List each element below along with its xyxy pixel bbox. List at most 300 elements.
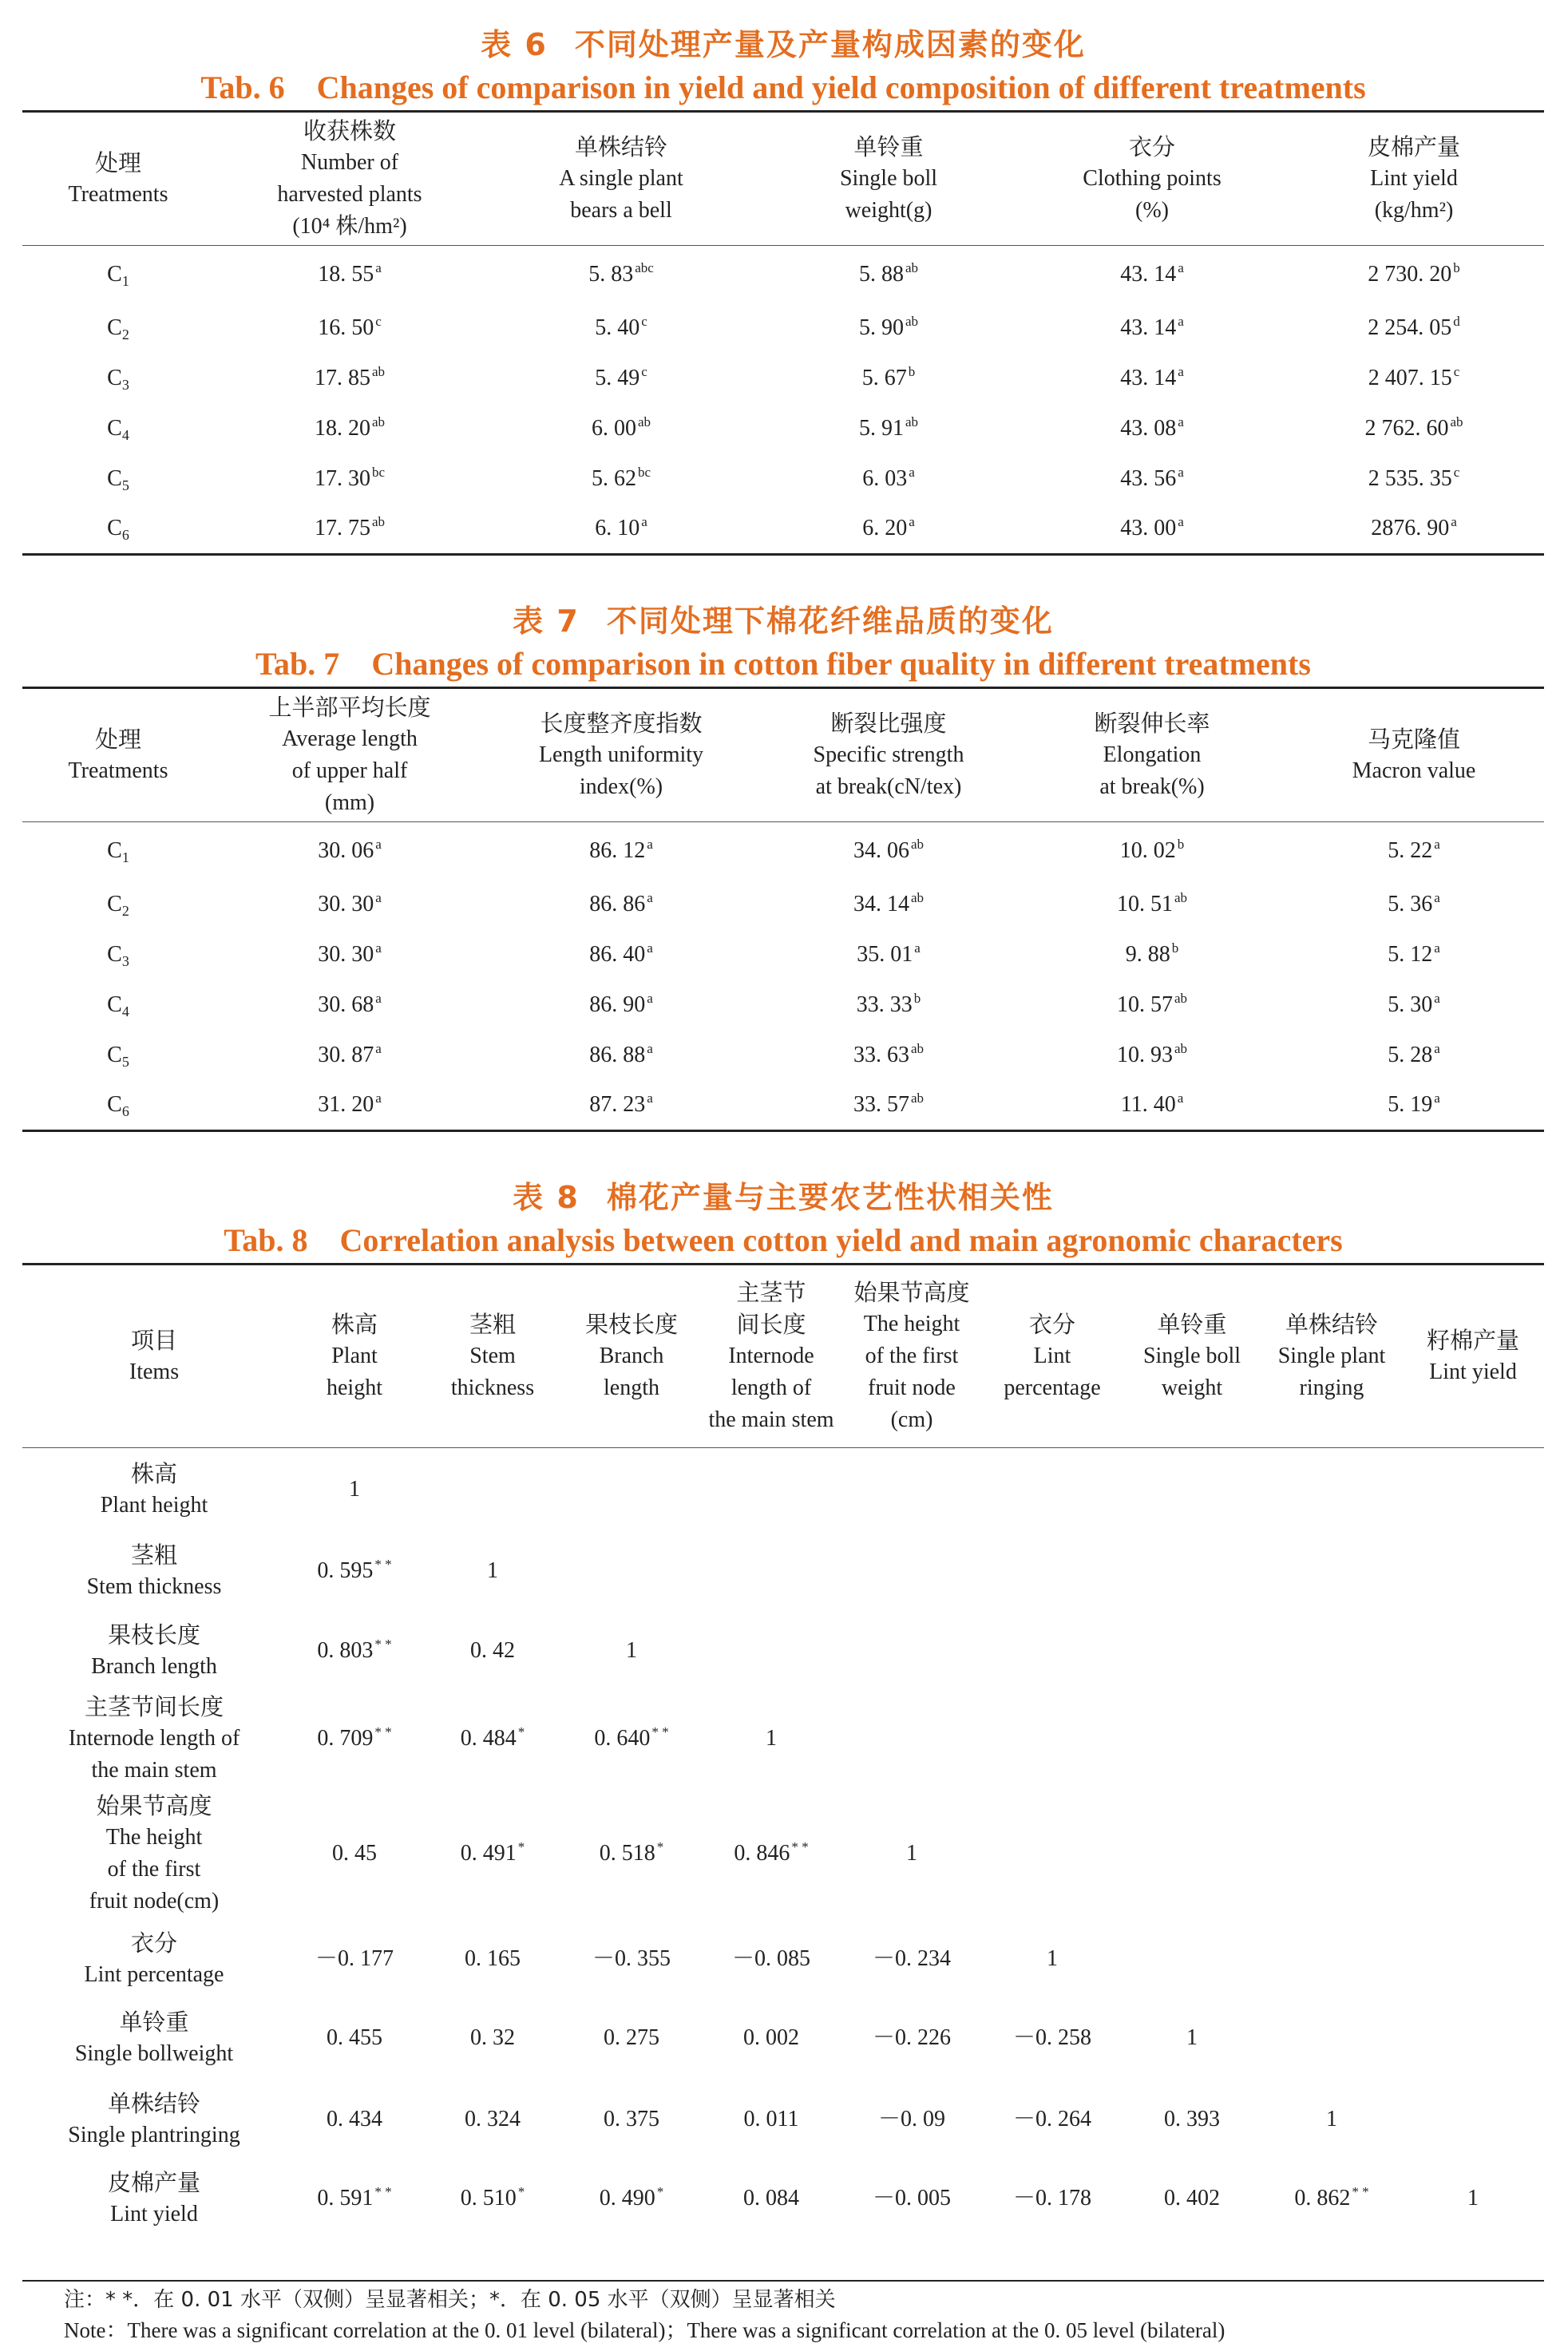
table6-row-label-sub: 2 (121, 327, 129, 342)
table8-cell-value: 1 (906, 1840, 917, 1866)
table7-row-label (22, 880, 214, 930)
table6-row-label (22, 354, 214, 404)
table8-empty-cell (1402, 1691, 1544, 1787)
table8-cell-value: 0. 275 (604, 2024, 659, 2050)
table6-row-label (22, 404, 214, 454)
table6-significance-mark: d (1453, 314, 1460, 329)
table8-row-label-en: Single plantringing (68, 2122, 240, 2147)
table6-cell (485, 404, 757, 454)
table8-header-en: Items (129, 1360, 180, 1384)
table6-row-label-sub: 3 (121, 377, 129, 393)
table8-cell-value: －0. 09 (877, 2106, 945, 2131)
table8-row-label-en: fruit node(cm) (89, 1888, 220, 1914)
table7 (22, 687, 1544, 1132)
table8-cell-value: 0. 42 (470, 1637, 515, 1663)
table7-cell-value: 30. 68 (318, 992, 374, 1017)
table6-cell (1020, 246, 1284, 303)
table7-significance-mark: a (1434, 890, 1440, 905)
table7-cell (757, 1081, 1020, 1131)
table6-header-cn: 皮棉产量 (1367, 133, 1460, 160)
table8-caption-cn-number: 表 8 (513, 1180, 580, 1215)
table8-caption-en-number: Tab. 8 (224, 1222, 308, 1258)
table7-cell-value: 30. 30 (318, 892, 374, 916)
table6-significance-mark: bc (371, 465, 386, 480)
table7-cell-value: 86. 88 (589, 1043, 646, 1067)
table8-row (22, 1531, 1544, 1611)
table7-cell-value: 5. 12 (1388, 942, 1433, 967)
table7-cell-value: 11. 40 (1120, 1092, 1176, 1118)
table6-header-en: weight(g) (845, 198, 932, 223)
table8-cell-value: 0. 084 (743, 2185, 799, 2210)
table7-significance-mark: ab (910, 836, 925, 852)
table6-significance-mark: ab (637, 414, 651, 429)
table7-significance-mark: a (647, 836, 653, 852)
table8-header-en: Branch (599, 1344, 664, 1368)
table6-block (22, 24, 1544, 556)
table6-significance-mark: a (1178, 465, 1184, 480)
table6-cell (757, 505, 1020, 555)
table6-cell-value: 5. 40 (595, 315, 640, 340)
table7-significance-mark: a (1434, 940, 1440, 956)
table7-row-label-sub: 4 (121, 1003, 129, 1019)
table8-header-9 (1402, 1265, 1544, 1448)
table7-cell (757, 1031, 1020, 1081)
table8-cell-value: －0. 234 (872, 1945, 951, 1971)
table8-cell (1261, 2079, 1402, 2160)
table8-empty-cell (982, 1787, 1123, 1921)
table7-block (22, 600, 1544, 1132)
table6-cell (1020, 354, 1284, 404)
table6-row-label-text: C (107, 466, 122, 491)
table7-row (22, 822, 1544, 880)
table6-significance-mark: a (1451, 514, 1457, 530)
table8-cell-value: －0. 226 (872, 2024, 951, 2050)
table8-cell (701, 2160, 841, 2237)
table8-cell (1123, 2160, 1261, 2237)
table8-cell-value: 0. 45 (332, 1840, 377, 1866)
table8-cell (423, 1611, 562, 1691)
table6-header-en: Single boll (839, 166, 938, 191)
table8-empty-cell (841, 1448, 982, 1531)
table8-header-en: (cm) (890, 1407, 933, 1432)
table8-cell (841, 1997, 982, 2079)
table8-header-en: Plant (331, 1344, 378, 1368)
table6-significance-mark: a (1178, 314, 1184, 329)
table7-significance-mark: b (1171, 940, 1179, 956)
table7-row-label-sub: 5 (121, 1054, 129, 1070)
table6-cell-value: 6. 00 (591, 416, 636, 441)
table8-cell (701, 1997, 841, 2079)
table8-header-2 (423, 1265, 562, 1448)
table6-row-label-sub: 1 (121, 272, 129, 289)
table6-cell (757, 246, 1020, 303)
table8-row-label-en: The height (105, 1824, 203, 1850)
table8-cell-value: 0. 595 (317, 1557, 374, 1583)
table8-cell (1123, 2079, 1261, 2160)
table6-cell-value: 17. 85 (314, 366, 370, 390)
table6-significance-mark: a (1178, 414, 1184, 429)
table8-row-label-en: Branch length (91, 1653, 217, 1679)
table6-cell (214, 505, 485, 555)
table8-cell-value: 0. 434 (327, 2106, 382, 2131)
table6-cell-value: 18. 55 (318, 261, 374, 287)
table7-cell-value: 30. 06 (318, 837, 374, 863)
table6-header-en: A single plant (559, 166, 683, 191)
table8-row-label-cn: 株高 (130, 1459, 177, 1487)
table8-header-en: thickness (450, 1375, 535, 1400)
table8-cell (841, 2079, 982, 2160)
table8-header-cn: 间长度 (736, 1311, 806, 1338)
table8-cell-value: 0. 591 (317, 2185, 374, 2210)
table7-cell (1284, 1031, 1544, 1081)
table8-cell-value: 0. 491 (460, 1840, 517, 1866)
table7-significance-mark: a (647, 1041, 653, 1056)
table8-cell-value: 0. 002 (743, 2024, 799, 2050)
table6-significance-mark: ab (905, 314, 919, 329)
table8-cell (562, 1921, 701, 1997)
table8-header-cn: 始果节高度 (853, 1279, 970, 1306)
table8-cell-value: 0. 165 (465, 1945, 521, 1971)
table8-caption-en (22, 1218, 1544, 1263)
table6-row-label-sub: 6 (121, 527, 129, 544)
table7-cell-value: 5. 22 (1388, 837, 1433, 863)
table6-cell (485, 303, 757, 354)
table8-cell-value: 1 (1326, 2106, 1337, 2131)
table7-significance-mark: ab (910, 890, 925, 905)
table6-cell (214, 246, 485, 303)
table8-significance-mark: * (517, 1838, 525, 1854)
table7-row-label-text: C (107, 942, 122, 967)
table7-row-label-sub: 6 (121, 1103, 129, 1120)
table8-empty-cell (701, 1448, 841, 1531)
table8-header-3 (562, 1265, 701, 1448)
table8-row (22, 1921, 1544, 1997)
table8-cell-value: 0. 011 (743, 2106, 799, 2131)
table7-row (22, 880, 1544, 930)
table6-cell-value: 5. 62 (591, 466, 636, 491)
table6-cell (485, 354, 757, 404)
table6-cell (757, 303, 1020, 354)
table8-cell (701, 1921, 841, 1997)
table8-cell-value: 1 (1047, 1945, 1058, 1971)
table6-header-3 (757, 112, 1020, 246)
table8-cell (701, 1691, 841, 1787)
table6-cell-value: 6. 20 (862, 516, 908, 541)
table7-header-cn: 上半部平均长度 (268, 694, 431, 721)
table8-header-cn: 茎粗 (469, 1311, 516, 1338)
table6-header-5 (1284, 112, 1544, 246)
table8-header-8 (1261, 1265, 1402, 1448)
table6-cell (1284, 454, 1544, 505)
table7-row (22, 1031, 1544, 1081)
table8-empty-cell (1123, 1691, 1261, 1787)
table7-header-cn: 马克隆值 (1367, 726, 1460, 753)
table7-row (22, 930, 1544, 980)
table7-cell-value: 31. 20 (318, 1092, 374, 1118)
table6-header-en: Treatments (68, 182, 168, 207)
table7-cell-value: 34. 06 (853, 837, 909, 863)
table7-significance-mark: a (1434, 1090, 1440, 1106)
table8-cell (841, 2160, 982, 2237)
table8-cell (286, 1921, 423, 1997)
table8-empty-cell (423, 1448, 562, 1531)
table8-header-en: Stem (469, 1344, 516, 1368)
table7-cell (1284, 930, 1544, 980)
table8-cell (1402, 2160, 1544, 2237)
table8-significance-mark: * (656, 1838, 664, 1854)
table8-row-label (22, 1997, 286, 2079)
table6-significance-mark: c (1453, 364, 1460, 379)
table8-cell-value: 1 (1186, 2024, 1198, 2050)
note-cn: 注：* *．在 0. 01 水平（双侧）呈显著相关；*．在 0. 05 水平（双侧）呈显著相关 (64, 2288, 836, 2312)
table6-cell (214, 454, 485, 505)
table8-cell (286, 1691, 423, 1787)
table7-cell-value: 10. 51 (1116, 892, 1173, 916)
table7-significance-mark: a (647, 890, 653, 905)
table7-row-label-sub: 1 (121, 849, 129, 865)
table6-cell (757, 354, 1020, 404)
table8-empty-cell (701, 1611, 841, 1691)
table6 (22, 110, 1544, 556)
table8-significance-mark: * * (374, 2183, 392, 2199)
table8-row-label-cn: 果枝长度 (107, 1621, 200, 1648)
table7-cell (1284, 822, 1544, 880)
table6-significance-mark: a (641, 514, 647, 530)
table7-cell (485, 822, 757, 880)
table8-empty-cell (1402, 1611, 1544, 1691)
table8-row-label-en: Plant height (100, 1492, 208, 1518)
table7-header-en: at break(cN/tex) (815, 774, 962, 799)
table6-row-label (22, 454, 214, 505)
table8-header-en: weight (1161, 1375, 1223, 1400)
table8-significance-mark: * (656, 2183, 664, 2199)
table8-empty-cell (982, 1448, 1123, 1531)
table6-cell (1284, 246, 1544, 303)
table7-cell (214, 930, 485, 980)
table8-header-cn: 株高 (331, 1311, 378, 1338)
table8-header-cn: 项目 (130, 1327, 177, 1354)
table8-row (22, 2079, 1544, 2160)
table6-significance-mark: a (1178, 259, 1184, 275)
table7-header-en: index(%) (579, 774, 663, 799)
table7-cell-value: 86. 86 (589, 892, 646, 916)
table8-cell-value: 0. 32 (470, 2024, 515, 2050)
table6-header-2 (485, 112, 757, 246)
table8-caption-cn-title: 棉花产量与主要农艺性状相关性 (606, 1180, 1054, 1215)
table7-significance-mark: a (375, 836, 382, 852)
table8-significance-mark: * * (651, 1724, 669, 1740)
table7-cell (1020, 1031, 1284, 1081)
table6-cell (485, 505, 757, 555)
table8-empty-cell (841, 1611, 982, 1691)
table8-row-label (22, 2079, 286, 2160)
table7-cell (1284, 880, 1544, 930)
table6-cell-value: 2 535. 35 (1368, 466, 1452, 491)
table6-cell-value: 43. 08 (1120, 416, 1177, 441)
table6-significance-mark: bc (637, 465, 651, 480)
table7-significance-mark: a (375, 890, 382, 905)
table8-significance-mark: * * (791, 1838, 809, 1854)
table8-cell (562, 1997, 701, 2079)
table8-header-en: fruit node (868, 1375, 956, 1400)
table7-cell-value: 5. 30 (1388, 992, 1433, 1017)
table6-significance-mark: a (909, 514, 915, 530)
table6-header-en: Number of (300, 150, 399, 175)
table8-empty-cell (841, 1691, 982, 1787)
table7-significance-mark: a (647, 940, 653, 956)
table6-row-label (22, 303, 214, 354)
table8-cell-value: 0. 862 (1294, 2185, 1351, 2210)
table6-caption-cn-title: 不同处理产量及产量构成因素的变化 (574, 27, 1086, 62)
table8-cell (286, 1531, 423, 1611)
table6-cell (1284, 404, 1544, 454)
table6-cell-value: 5. 49 (595, 366, 640, 390)
table6-header-cn: 单铃重 (853, 133, 924, 160)
table6-significance-mark: abc (635, 259, 654, 275)
table6-cell-value: 16. 50 (318, 315, 374, 340)
table6-row (22, 303, 1544, 354)
table6-significance-mark: ab (371, 364, 386, 379)
table8-header-en: Single plant (1277, 1344, 1386, 1368)
table8-header-en: ringing (1299, 1375, 1364, 1400)
table8-row-label-en: Internode length of (68, 1725, 240, 1751)
table8-cell-value: －0. 177 (315, 1945, 394, 1971)
table7-significance-mark: b (1177, 836, 1185, 852)
table8-header-cn: 主茎节 (736, 1279, 806, 1306)
table7-cell (757, 930, 1020, 980)
table8-row (22, 1611, 1544, 1691)
table8-cell (286, 2160, 423, 2237)
table7-cell (1284, 980, 1544, 1031)
table8-cell-value: 1 (349, 1476, 360, 1502)
table6-cell (1020, 404, 1284, 454)
table8-cell (286, 1997, 423, 2079)
table8-cell (286, 1611, 423, 1691)
table6-cell-value: 5. 67 (861, 366, 907, 390)
table8-significance-mark: * (517, 2183, 525, 2199)
table7-row-label-sub: 2 (121, 903, 129, 919)
table8-empty-cell (1402, 1448, 1544, 1531)
table8-cell (1123, 1997, 1261, 2079)
table7-caption-cn (22, 600, 1544, 642)
table8-row-label-cn: 单株结铃 (107, 2089, 200, 2117)
table8-cell-value: －0. 178 (1012, 2185, 1091, 2210)
table6-cell-value: 2 730. 20 (1368, 261, 1452, 287)
table8-bottom-rule (22, 2280, 1544, 2282)
table8-header-cn: 果枝长度 (584, 1311, 678, 1338)
table6-header-cn: 收获株数 (303, 117, 396, 144)
table8-cell-value: 0. 490 (599, 2185, 655, 2210)
table7-row-label-text: C (107, 837, 122, 863)
table8-cell-value: －0. 264 (1012, 2106, 1091, 2131)
table8-empty-cell (701, 1531, 841, 1611)
table8-significance-mark: * * (374, 1724, 392, 1740)
table6-row-label-text: C (107, 366, 122, 390)
table7-significance-mark: ab (910, 1090, 925, 1106)
table6-cell (214, 303, 485, 354)
table7-row-label-text: C (107, 992, 122, 1017)
table6-row (22, 246, 1544, 303)
table7-significance-mark: a (1434, 1041, 1440, 1056)
table7-cell (485, 930, 757, 980)
table7-cell (1020, 930, 1284, 980)
table8-note (64, 2285, 1544, 2345)
table8-cell-value: 0. 484 (460, 1725, 517, 1751)
table8-cell (701, 1787, 841, 1921)
table7-cell (757, 822, 1020, 880)
table8-empty-cell (1123, 1611, 1261, 1691)
table6-header-cn: 处理 (94, 149, 141, 176)
table8-cell (562, 1611, 701, 1691)
table7-header-en: Elongation (1103, 742, 1202, 767)
table6-cell-value: 43. 14 (1120, 366, 1177, 390)
table8-row-label-en: Lint yield (110, 2201, 198, 2226)
table6-caption-en (22, 65, 1544, 110)
table6-cell (1284, 505, 1544, 555)
table6-row-label-sub: 5 (121, 477, 129, 493)
table8-empty-cell (1123, 1448, 1261, 1531)
table7-significance-mark: ab (910, 1041, 925, 1056)
table8-cell-value: －0. 085 (731, 1945, 810, 1971)
table8-cell (286, 1787, 423, 1921)
table7-cell-value: 30. 30 (318, 942, 374, 967)
table6-header-en: harvested plants (277, 182, 422, 207)
table8-header-en: Single boll (1142, 1344, 1241, 1368)
table8-cell-value: 0. 846 (734, 1840, 790, 1866)
table8-row-label (22, 1691, 286, 1787)
table6-caption-cn (22, 24, 1544, 65)
table8-cell (562, 1691, 701, 1787)
table8-header-en: Lint yield (1429, 1360, 1517, 1384)
table8-row-label (22, 1787, 286, 1921)
table8-header-cn: 籽棉产量 (1426, 1327, 1519, 1354)
table8-header-5 (841, 1265, 982, 1448)
table6-row-label (22, 246, 214, 303)
table6-significance-mark: a (375, 259, 382, 275)
table7-cell-value: 86. 90 (589, 992, 646, 1017)
table8-cell-value: 0. 510 (460, 2185, 517, 2210)
table8-row-label (22, 1611, 286, 1691)
table7-header-cn: 处理 (94, 726, 141, 753)
table8-cell (982, 2160, 1123, 2237)
table7-significance-mark: ab (1174, 1041, 1188, 1056)
table6-header-en: Clothing points (1083, 166, 1222, 191)
table6-cell-value: 5. 90 (858, 315, 904, 340)
table8-cell (423, 1691, 562, 1787)
table7-cell (1020, 880, 1284, 930)
table6-header-1 (214, 112, 485, 246)
table8-header-en: the main stem (708, 1407, 834, 1432)
table8-cell (982, 1997, 1123, 2079)
table7-cell (214, 980, 485, 1031)
table6-header-cn: 单株结铃 (574, 133, 667, 160)
table6-caption-cn-number: 表 6 (481, 27, 548, 62)
table6-header-en: (10⁴ 株/hm²) (292, 214, 407, 239)
table7-header-4 (1020, 688, 1284, 822)
table8-empty-cell (1402, 1787, 1544, 1921)
table8-cell (982, 2079, 1123, 2160)
table8-row (22, 1691, 1544, 1787)
table7-row-label (22, 930, 214, 980)
table8-cell (423, 2160, 562, 2237)
table6-caption-en-number: Tab. 6 (200, 69, 285, 105)
table7-row-label-text: C (107, 1092, 122, 1118)
table6-significance-mark: ab (905, 259, 919, 275)
table8-cell-value: 1 (487, 1557, 498, 1583)
table8-empty-cell (562, 1448, 701, 1531)
table8-cell-value: 0. 455 (327, 2024, 382, 2050)
table8-row-label-cn: 始果节高度 (96, 1791, 212, 1819)
